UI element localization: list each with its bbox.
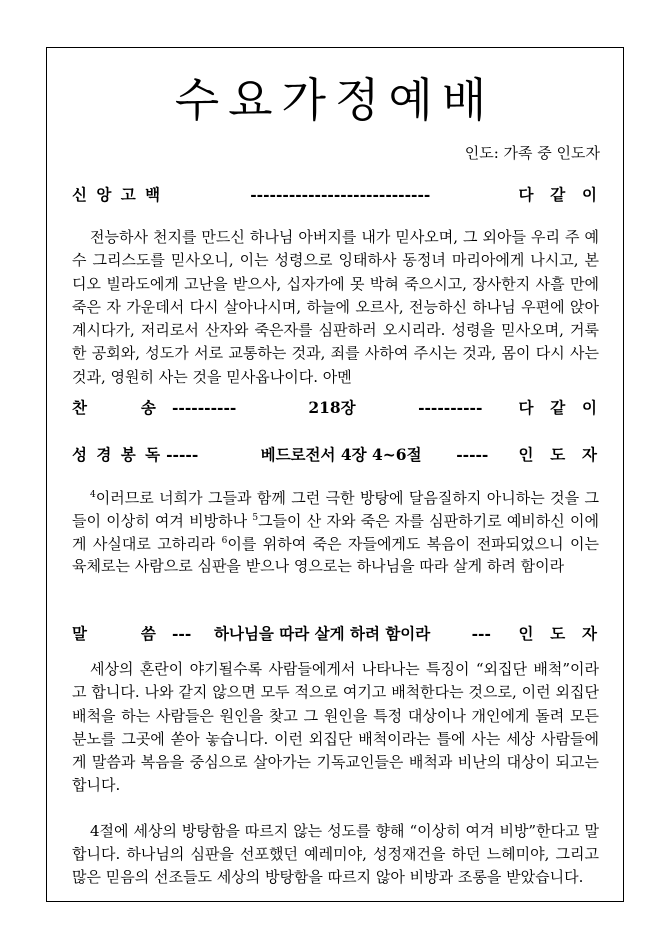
sermon-body — [72, 658, 599, 890]
verse-text: 이러므로 너희가 그들과 함께 그런 극한 방탕에 달음질하지 아니하는 것을 그들이 이상히 여겨 비방하나 — [72, 489, 599, 530]
leader-line: 인도: 가족 중 인도자 — [464, 144, 600, 162]
hymn-dashes-left: ---------- — [172, 397, 237, 417]
creed-text-block — [72, 226, 599, 389]
verse-text: 그들이 산 자와 죽은 자를 심판하기로 예비하신 이에게 사실대로 고하리라 — [72, 511, 599, 553]
scripture-reference: 베드로전서 4장 4~6절 — [260, 445, 422, 464]
hymn-label: 찬 송 — [72, 398, 156, 417]
creed-dashes: ---------------------------- — [250, 184, 431, 204]
creed-text: 전능하사 천지를 만드신 하나님 아버지를 내가 믿사오며, 그 외아들 우리 주 예수 그리스도를 믿사오니, 이는 성령으로 잉태하사 동정녀 마리아에게 나시고, 본디오 빌라도에게 고난을 받으사, 십자가에 못 박혀 죽으시고, 장사한지 사흘 만에 죽은 자 가운데서 다시 살아나시며, 하늘에 오르사, 전능하신 하나님 우편에 앉아 계시다가, 저리로서 산자와 죽은자를 심판하러 오시리라. 성령을 믿사오며, 거룩한 공회와, 성도가 서로 교통하는 것과, 죄를 사하여 주시는 것과, 몸이 다시 사는 것과, 영원히 사는 것을 믿사옵나이다. 아멘 — [72, 228, 599, 386]
sermon-paragraph: 세상의 혼란이 야기될수록 사람들에게서 나타나는 특징이 “외집단 배척”이라고 합니다. 나와 같지 않으면 모두 적으로 여기고 배척한다는 것으로, 이런 외집단 배척을 하는 사람들은 원인을 찾고 그 원인을 특정 대상이나 개인에게 돌려 모든 분노를 그곳에 쏟아 놓습니다. 이런 외집단 배척이라는 틀에 사는 세상 사람들에게 말씀과 복음을 중심으로 살아가는 기독교인들은 배척과 비난의 대상이 되고는 합니다. — [72, 660, 599, 795]
sermon-label: 말 씀 — [72, 624, 156, 643]
sermon-heading: 하나님을 따라 살게 하려 함이라 — [214, 624, 431, 643]
hymn-dashes-right: ---------- — [418, 397, 483, 417]
verse-text: 이를 위하여 죽은 자들에게도 복음이 전파되었으니 이는 육체로는 사람으로 심판을 받으나 영으로는 하나님을 따라 살게 하려 함이라 — [72, 534, 599, 576]
scripture-header — [72, 443, 599, 465]
scripture-reader: 인 도 자 — [518, 445, 599, 464]
verse-number: 4 — [90, 490, 96, 500]
scripture-dashes-left: ----- — [166, 444, 199, 464]
scripture-verses — [72, 487, 599, 578]
page-title: 수요가정예배 — [174, 73, 496, 127]
sermon-preacher: 인 도 자 — [518, 624, 599, 643]
hymn-performer: 다 같 이 — [518, 398, 599, 417]
scripture-label: 성 경 봉 독 — [72, 445, 163, 464]
sermon-header — [72, 622, 599, 644]
scripture-text — [72, 487, 599, 578]
hymn-number: 218장 — [308, 398, 356, 417]
creed-label: 신 앙 고 백 — [72, 185, 163, 204]
verse-number: 5 — [252, 512, 259, 523]
sermon-dashes-left: --- — [172, 623, 192, 643]
hymn-header — [72, 396, 599, 418]
scripture-dashes-right: ----- — [456, 444, 489, 464]
creed-performer: 다 같 이 — [518, 185, 599, 204]
sermon-paragraph: 4절에 세상의 방탕함을 따르지 않는 성도를 향해 “이상히 여겨 비방”한다고 말합니다. 하나님의 심판을 선포했던 예레미야, 성정재건을 하던 느헤미야, 그리고 많은 믿음의 선조들도 세상의 방탕함을 따르지 않아 비방과 조롱을 받았습니다. — [72, 821, 599, 887]
sermon-dashes-right: --- — [471, 623, 491, 643]
verse-number: 6 — [221, 535, 228, 546]
creed-header — [72, 183, 599, 205]
